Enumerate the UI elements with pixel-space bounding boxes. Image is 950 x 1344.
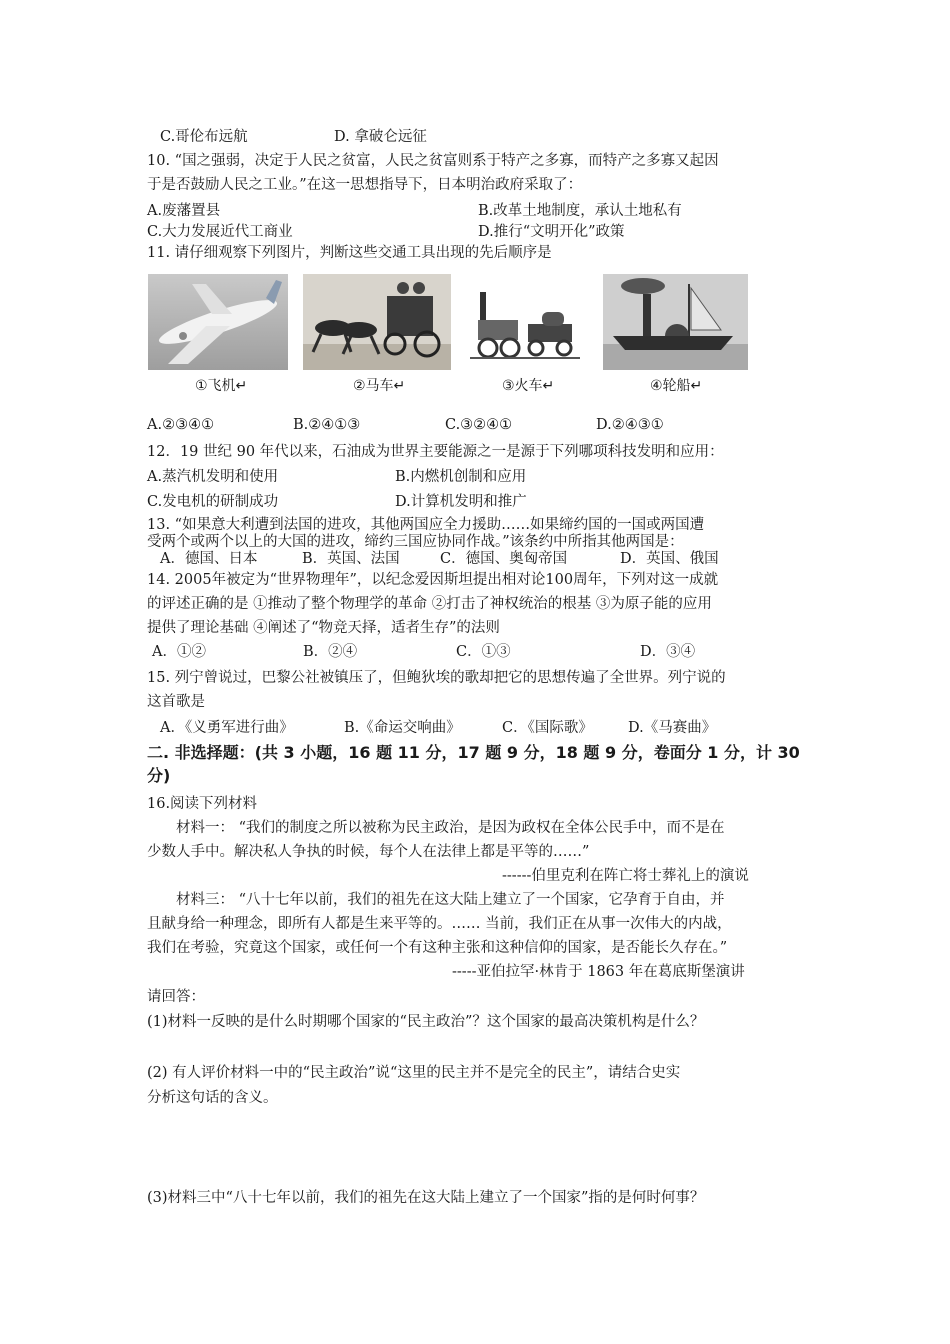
caption-train: ③火车↵: [502, 378, 555, 394]
q13-stem-line1: 13. “如果意大利遭到法国的进攻，其他两国应全力援助……如果缔约国的一国或两国遭: [147, 517, 705, 533]
q13-option-a: A．德国、日本: [160, 551, 258, 567]
q15-stem-line1: 15. 列宁曾说过，巴黎公社被镇压了，但鲍狄埃的歌却把它的思想传遍了全世界。列宁说的: [147, 670, 726, 686]
q14-stem-line2: 的评述正确的是 ①推动了整个物理学的革命 ②打击了神权统治的根基 ③为原子能的应用: [147, 596, 712, 612]
steamship-image: [603, 274, 748, 370]
q14-option-c: C．①③: [456, 644, 511, 660]
q13-option-b: B．英国、法国: [302, 551, 400, 567]
caption-carriage: ②马车↵: [353, 378, 406, 394]
q16-material3-line3: 我们在考验，究竟这个国家，或任何一个有这种主张和这种信仰的国家，是否能长久存在。”: [147, 940, 728, 956]
q16-material1-line2: 少数人手中。解决私人争执的时候，每个人在法律上都是平等的……”: [147, 844, 590, 860]
airplane-image: [148, 274, 288, 370]
q10-stem-line2: 于是否鼓励人民之工业。”在这一思想指导下，日本明治政府采取了：: [147, 177, 583, 193]
q16-material1-source: ------伯里克利在阵亡将士葬礼上的演说: [502, 868, 749, 884]
q10-option-d: D.推行“文明开化”政策: [478, 224, 625, 240]
q16-part2-line2: 分析这句话的含义。: [147, 1090, 278, 1106]
q15-stem-line2: 这首歌是: [147, 694, 205, 710]
q9-option-d: D. 拿破仑远征: [334, 129, 427, 145]
q10-stem-line1: 10. “国之强弱，决定于人民之贫富，人民之贫富则系于特产之多寡，而特产之多寡又起因: [147, 153, 719, 169]
q12-option-d: D.计算机发明和推广: [395, 494, 527, 510]
q15-option-c: C．《国际歌》: [502, 720, 593, 736]
train-image: [470, 274, 580, 370]
q14-stem-line1: 14. 2005年被定为“世界物理年”，以纪念爱因斯坦提出相对论100周年，下列对这一成就: [147, 572, 719, 588]
q15-option-a: A．《义勇军进行曲》: [160, 720, 294, 736]
q15-option-b: B.《命运交响曲》: [344, 720, 461, 736]
q16-material1-line1: 材料一： “我们的制度之所以被称为民主政治，是因为政权在全体公民手中，而不是在: [176, 820, 725, 836]
q10-option-a: A.废藩置县: [147, 203, 221, 219]
q15-option-d: D.《马赛曲》: [628, 720, 717, 736]
q16-intro: 16.阅读下列材料: [147, 796, 258, 812]
caption-airplane: ①飞机↵: [195, 378, 248, 394]
q12-option-c: C.发电机的研制成功: [147, 494, 279, 510]
horse-carriage-image: [303, 274, 451, 370]
q16-ask: 请回答：: [147, 989, 205, 1005]
q9-option-c: C.哥伦布远航: [160, 129, 248, 145]
section-2-heading-line1: 二. 非选择题：(共 3 小题，16 题 11 分，17 题 9 分，18 题 9 分，卷面分 1 分，计 30: [147, 743, 800, 762]
q11-option-c: C.③②④①: [445, 417, 513, 433]
caption-ship: ④轮船↵: [650, 378, 703, 394]
q13-option-c: C．德国、奥匈帝国: [440, 551, 568, 567]
q14-option-a: A．①②: [152, 644, 206, 660]
q12-option-b: B.内燃机创制和应用: [395, 469, 527, 485]
q16-part1: (1)材料一反映的是什么时期哪个国家的“民主政治”？这个国家的最高决策机构是什么？: [147, 1014, 705, 1030]
q16-material3-line2: 且献身给一种理念，即所有人都是生来平等的。…… 当前，我们正在从事一次伟大的内战，: [147, 916, 732, 932]
q11-option-b: B.②④①③: [293, 417, 361, 433]
q11-option-d: D.②④③①: [596, 417, 664, 433]
q16-material3-line1: 材料三： “八十七年以前，我们的祖先在这大陆上建立了一个国家，它孕育于自由，并: [176, 892, 725, 908]
q16-material3-source: -----亚伯拉罕·林肯于 1863 年在葛底斯堡演讲: [452, 964, 745, 980]
q14-stem-line3: 提供了理论基础 ④阐述了“物竞天择，适者生存”的法则: [147, 620, 500, 636]
q12-option-a: A.蒸汽机发明和使用: [147, 469, 279, 485]
q12-stem: 12．19 世纪 90 年代以来，石油成为世界主要能源之一是源于下列哪项科技发明和应用：: [147, 444, 724, 460]
q13-option-d: D．英国、俄国: [620, 551, 719, 567]
q11-option-a: A.②③④①: [147, 417, 215, 433]
q14-option-b: B．②④: [303, 644, 358, 660]
q13-stem-line2: 受两个或两个以上的大国的进攻，缔约三国应协同作战。”该条约中所指其他两国是：: [147, 534, 684, 550]
q10-option-c: C.大力发展近代工商业: [147, 224, 293, 240]
q14-option-d: D．③④: [640, 644, 696, 660]
q16-part2-line1: (2) 有人评价材料一中的“民主政治”说“这里的民主并不是完全的民主”，请结合史实: [147, 1065, 681, 1081]
q10-option-b: B.改革土地制度，承认土地私有: [478, 203, 682, 219]
section-2-heading-line2: 分): [147, 766, 171, 785]
q16-part3: (3)材料三中“八十七年以前，我们的祖先在这大陆上建立了一个国家”指的是何时何事？: [147, 1190, 705, 1206]
q11-stem: 11. 请仔细观察下列图片，判断这些交通工具出现的先后顺序是: [147, 245, 552, 261]
